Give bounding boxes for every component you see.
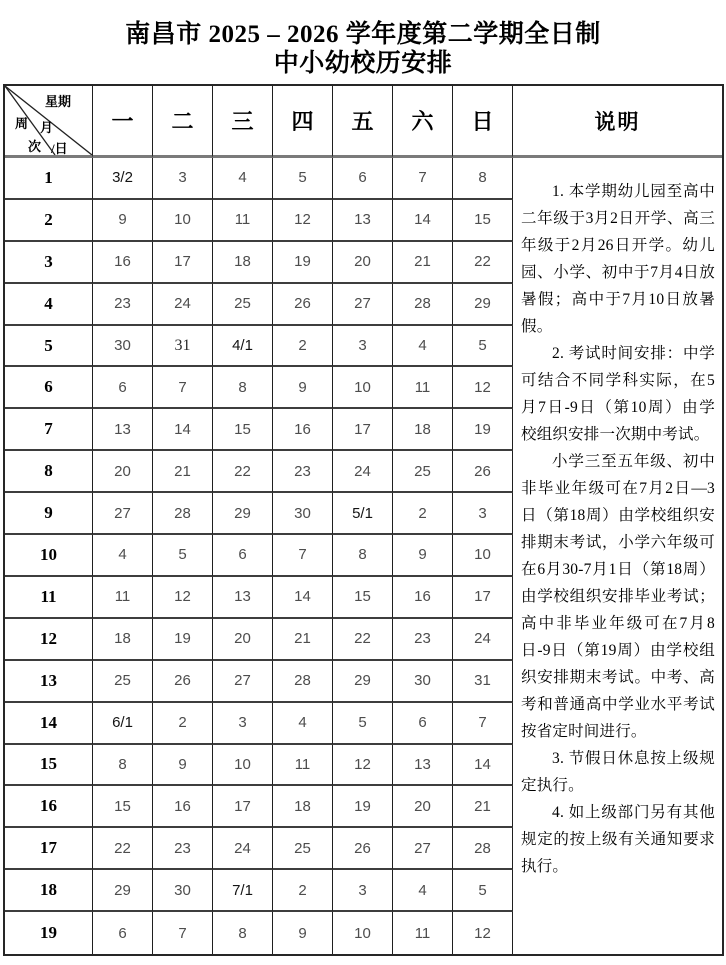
day-cell: 8 xyxy=(93,745,153,787)
week-number-cell: 18 xyxy=(5,870,93,912)
day-cell: 7 xyxy=(393,158,453,200)
day-cell: 14 xyxy=(453,745,513,787)
day-cell: 23 xyxy=(393,619,453,661)
day-cell: 9 xyxy=(393,535,453,577)
day-cell: 10 xyxy=(453,535,513,577)
day-cell: 25 xyxy=(393,451,453,493)
day-header-tue: 二 xyxy=(153,86,213,158)
day-cell: 21 xyxy=(153,451,213,493)
day-cell: 30 xyxy=(153,870,213,912)
day-cell: 17 xyxy=(453,577,513,619)
week-number-cell: 13 xyxy=(5,661,93,703)
day-cell: 29 xyxy=(213,493,273,535)
day-cell: 31 xyxy=(453,661,513,703)
day-header-wed: 三 xyxy=(213,86,273,158)
week-number-cell: 2 xyxy=(5,200,93,242)
day-cell: 19 xyxy=(453,409,513,451)
week-number-cell: 12 xyxy=(5,619,93,661)
day-cell: 12 xyxy=(333,745,393,787)
notes-paragraph: 4. 如上级部门另有其他规定的按上级有关通知要求执行。 xyxy=(521,804,715,875)
notes-header: 说明 xyxy=(513,86,722,158)
day-cell: 12 xyxy=(273,200,333,242)
day-cell: 5 xyxy=(453,326,513,368)
week-number-cell: 6 xyxy=(5,367,93,409)
day-cell: 13 xyxy=(93,409,153,451)
day-cell: 22 xyxy=(213,451,273,493)
day-cell: 8 xyxy=(453,158,513,200)
day-cell: 20 xyxy=(93,451,153,493)
week-number-cell: 5 xyxy=(5,326,93,368)
day-header-thu: 四 xyxy=(273,86,333,158)
notes-paragraph: 2. 考试时间安排：中学可结合不同学科实际，在5月7日-9日（第10周）由学校组织安排一次期中考试。 xyxy=(521,345,715,443)
day-cell: 3 xyxy=(153,158,213,200)
day-cell: 10 xyxy=(153,200,213,242)
notes-paragraph: 1. 本学期幼儿园至高中二年级于3月2日开学、高三年级于2月26日开学。幼儿园、小学、初中于7月4日放暑假；高中于7月10日放暑假。 xyxy=(521,183,715,335)
day-cell: 12 xyxy=(453,912,513,954)
corner-month-label: 月 xyxy=(40,120,54,135)
day-cell: 17 xyxy=(153,242,213,284)
day-cell: 5 xyxy=(273,158,333,200)
day-cell: 3 xyxy=(333,326,393,368)
day-cell: 2 xyxy=(273,870,333,912)
day-cell: 23 xyxy=(153,828,213,870)
notes-paragraph: 小学三至五年级、初中非毕业年级可在7月2日—3日（第18周）由学校组织安排期末考试，小学六年级可在6月30-7月1日（第18周）由学校组织安排毕业考试；高中非毕业年级可在7月8日-9日（第19周）由学校组织安排期末考试。中考、高考和普通高中学业水平考试按省定时间进行。 xyxy=(521,453,715,740)
day-cell: 5 xyxy=(453,870,513,912)
day-cell: 2 xyxy=(273,326,333,368)
day-cell: 9 xyxy=(273,912,333,954)
day-cell: 31 xyxy=(153,326,213,368)
day-cell: 4 xyxy=(93,535,153,577)
day-cell: 29 xyxy=(453,284,513,326)
day-cell: 6 xyxy=(333,158,393,200)
day-cell: 25 xyxy=(213,284,273,326)
day-cell: 26 xyxy=(333,828,393,870)
day-cell: 22 xyxy=(333,619,393,661)
day-cell: 4/1 xyxy=(213,326,273,368)
day-cell: 6 xyxy=(93,367,153,409)
day-cell: 5 xyxy=(153,535,213,577)
day-cell: 8 xyxy=(213,912,273,954)
day-cell: 11 xyxy=(213,200,273,242)
day-cell: 16 xyxy=(393,577,453,619)
day-cell: 16 xyxy=(153,786,213,828)
day-cell: 10 xyxy=(333,912,393,954)
day-cell: 17 xyxy=(333,409,393,451)
corner-weekday-label: 星期 xyxy=(45,94,72,109)
day-cell: 28 xyxy=(153,493,213,535)
day-cell: 14 xyxy=(393,200,453,242)
day-cell: 4 xyxy=(273,703,333,745)
week-number-cell: 11 xyxy=(5,577,93,619)
day-cell: 14 xyxy=(273,577,333,619)
day-cell: 30 xyxy=(393,661,453,703)
corner-day-label: /日 xyxy=(51,141,68,156)
day-cell: 18 xyxy=(213,242,273,284)
day-cell: 26 xyxy=(153,661,213,703)
day-cell: 27 xyxy=(393,828,453,870)
week-number-cell: 15 xyxy=(5,745,93,787)
day-cell: 2 xyxy=(153,703,213,745)
day-cell: 29 xyxy=(333,661,393,703)
day-cell: 13 xyxy=(213,577,273,619)
notes-cell xyxy=(513,158,722,954)
page-title xyxy=(0,20,726,78)
day-cell: 27 xyxy=(93,493,153,535)
day-cell: 24 xyxy=(333,451,393,493)
day-cell: 11 xyxy=(393,367,453,409)
day-cell: 20 xyxy=(213,619,273,661)
day-cell: 24 xyxy=(153,284,213,326)
day-cell: 25 xyxy=(273,828,333,870)
day-cell: 21 xyxy=(453,786,513,828)
day-cell: 30 xyxy=(273,493,333,535)
day-cell: 28 xyxy=(393,284,453,326)
day-cell: 12 xyxy=(453,367,513,409)
week-number-cell: 3 xyxy=(5,242,93,284)
day-cell: 28 xyxy=(273,661,333,703)
day-cell: 16 xyxy=(273,409,333,451)
day-cell: 11 xyxy=(273,745,333,787)
day-cell: 5 xyxy=(333,703,393,745)
day-cell: 9 xyxy=(273,367,333,409)
day-cell: 23 xyxy=(273,451,333,493)
day-cell: 10 xyxy=(333,367,393,409)
day-cell: 28 xyxy=(453,828,513,870)
day-header-sat: 六 xyxy=(393,86,453,158)
day-cell: 26 xyxy=(273,284,333,326)
day-cell: 19 xyxy=(153,619,213,661)
day-cell: 12 xyxy=(153,577,213,619)
day-cell: 22 xyxy=(453,242,513,284)
day-cell: 13 xyxy=(393,745,453,787)
day-header-mon: 一 xyxy=(93,86,153,158)
notes-paragraph: 3. 节假日休息按上级规定执行。 xyxy=(521,750,715,794)
page-title-line2: 中小幼校历安排 xyxy=(273,50,453,77)
week-number-cell: 8 xyxy=(5,451,93,493)
day-cell: 18 xyxy=(93,619,153,661)
day-cell: 10 xyxy=(213,745,273,787)
page-title-line1: 南昌市 2025 – 2026 学年度第二学期全日制 xyxy=(125,21,601,48)
day-cell: 15 xyxy=(333,577,393,619)
day-cell: 15 xyxy=(453,200,513,242)
day-cell: 3 xyxy=(333,870,393,912)
day-cell: 7 xyxy=(273,535,333,577)
day-cell: 19 xyxy=(273,242,333,284)
day-cell: 7 xyxy=(453,703,513,745)
day-header-fri: 五 xyxy=(333,86,393,158)
week-number-cell: 17 xyxy=(5,828,93,870)
week-number-cell: 1 xyxy=(5,158,93,200)
day-cell: 6 xyxy=(393,703,453,745)
week-number-cell: 14 xyxy=(5,703,93,745)
day-cell: 23 xyxy=(93,284,153,326)
week-number-cell: 7 xyxy=(5,409,93,451)
day-cell: 3 xyxy=(213,703,273,745)
week-number-cell: 19 xyxy=(5,912,93,954)
day-cell: 7/1 xyxy=(213,870,273,912)
corner-week-label-top: 周 xyxy=(15,116,29,131)
day-cell: 18 xyxy=(393,409,453,451)
day-cell: 18 xyxy=(273,786,333,828)
week-number-cell: 16 xyxy=(5,786,93,828)
day-cell: 9 xyxy=(153,745,213,787)
day-cell: 3 xyxy=(453,493,513,535)
day-cell: 17 xyxy=(213,786,273,828)
day-header-sun: 日 xyxy=(453,86,513,158)
day-cell: 3/2 xyxy=(93,158,153,200)
corner-header-cell xyxy=(5,86,93,158)
day-cell: 22 xyxy=(93,828,153,870)
day-cell: 24 xyxy=(453,619,513,661)
day-cell: 7 xyxy=(153,367,213,409)
day-cell: 19 xyxy=(333,786,393,828)
day-cell: 4 xyxy=(393,870,453,912)
day-cell: 21 xyxy=(393,242,453,284)
day-cell: 4 xyxy=(213,158,273,200)
week-number-cell: 4 xyxy=(5,284,93,326)
day-cell: 29 xyxy=(93,870,153,912)
day-cell: 9 xyxy=(93,200,153,242)
day-cell: 27 xyxy=(213,661,273,703)
day-cell: 11 xyxy=(393,912,453,954)
day-cell: 16 xyxy=(93,242,153,284)
day-cell: 7 xyxy=(153,912,213,954)
day-cell: 14 xyxy=(153,409,213,451)
day-cell: 26 xyxy=(453,451,513,493)
day-cell: 8 xyxy=(213,367,273,409)
day-cell: 15 xyxy=(93,786,153,828)
day-cell: 2 xyxy=(393,493,453,535)
day-cell: 20 xyxy=(333,242,393,284)
day-cell: 8 xyxy=(333,535,393,577)
day-cell: 21 xyxy=(273,619,333,661)
day-cell: 6/1 xyxy=(93,703,153,745)
day-cell: 20 xyxy=(393,786,453,828)
day-cell: 27 xyxy=(333,284,393,326)
day-cell: 30 xyxy=(93,326,153,368)
week-number-cell: 9 xyxy=(5,493,93,535)
day-cell: 6 xyxy=(93,912,153,954)
day-cell: 5/1 xyxy=(333,493,393,535)
day-cell: 11 xyxy=(93,577,153,619)
day-cell: 25 xyxy=(93,661,153,703)
day-cell: 24 xyxy=(213,828,273,870)
day-cell: 15 xyxy=(213,409,273,451)
day-cell: 13 xyxy=(333,200,393,242)
calendar-table xyxy=(3,84,724,956)
day-cell: 4 xyxy=(393,326,453,368)
week-number-cell: 10 xyxy=(5,535,93,577)
corner-week-label-bottom: 次 xyxy=(28,139,42,154)
day-cell: 6 xyxy=(213,535,273,577)
